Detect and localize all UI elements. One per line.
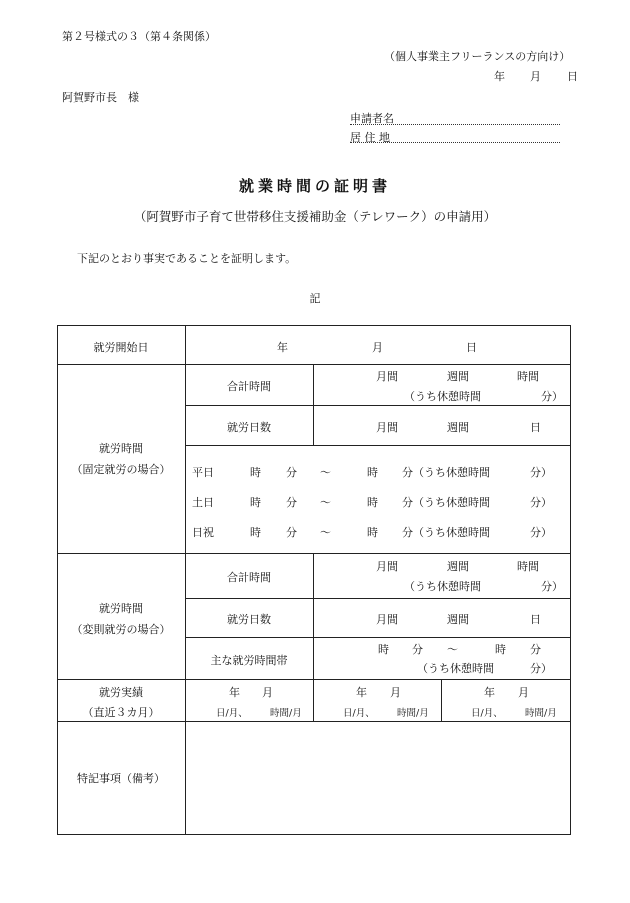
page-subtitle: （阿賀野市子育て世帯移住支援補助金（テレワーク）の申請用） bbox=[133, 209, 497, 224]
applicant-name-line[interactable] bbox=[350, 124, 560, 125]
row-m2: 分 bbox=[402, 496, 413, 509]
form-number: 第２号様式の３（第４条関係） bbox=[62, 30, 216, 43]
fixed-total-break-min: 分） bbox=[541, 390, 563, 403]
record-hours: 時間/月 bbox=[397, 708, 429, 719]
date-year: 年 bbox=[494, 70, 505, 83]
record-year: 年 bbox=[229, 686, 240, 699]
intro-text: 下記のとおり事実であることを証明します。 bbox=[77, 252, 297, 265]
record-month: 月 bbox=[262, 686, 273, 699]
row-tilde: ～ bbox=[320, 526, 331, 539]
fixed-days-field[interactable] bbox=[314, 406, 570, 445]
address-label: 居 住 地 bbox=[350, 131, 390, 144]
record-days: 日/月、 bbox=[216, 708, 248, 719]
row-break-min: 分） bbox=[530, 496, 552, 509]
address-line[interactable] bbox=[350, 142, 560, 143]
fixed-total-label: 合計時間 bbox=[227, 380, 271, 393]
fixed-total-field[interactable] bbox=[314, 365, 570, 405]
remarks-label: 特記事項（備考） bbox=[77, 772, 165, 785]
row-day: 日祝 bbox=[192, 526, 214, 539]
row-h2: 時 bbox=[367, 526, 378, 539]
row-break-min: 分） bbox=[530, 466, 552, 479]
row-break-min: 分） bbox=[530, 526, 552, 539]
fixed-days-monthly: 月間 bbox=[376, 421, 398, 434]
variable-main-label: 主な就労時間帯 bbox=[210, 654, 288, 667]
addressee: 阿賀野市長 様 bbox=[62, 91, 139, 104]
variable-days-field[interactable] bbox=[314, 599, 570, 637]
row-tilde: ～ bbox=[320, 466, 331, 479]
variable-sublabel: （変則就労の場合） bbox=[71, 623, 171, 636]
row-h2: 時 bbox=[367, 496, 378, 509]
page-title: 就業時間の証明書 bbox=[238, 177, 391, 195]
variable-days-monthly: 月間 bbox=[376, 613, 398, 626]
row-m2: 分 bbox=[402, 526, 413, 539]
record-year: 年 bbox=[356, 686, 367, 699]
variable-label: 就労時間 bbox=[99, 602, 143, 615]
fixed-total-hours: 時間 bbox=[517, 370, 539, 383]
record-days: 日/月、 bbox=[343, 708, 375, 719]
record-sublabel: （直近３カ月） bbox=[82, 706, 160, 719]
variable-total-label: 合計時間 bbox=[227, 571, 271, 584]
variable-days-label: 就労日数 bbox=[227, 613, 271, 626]
record-year: 年 bbox=[484, 686, 495, 699]
row-m1: 分 bbox=[286, 466, 297, 479]
row-m1: 分 bbox=[286, 496, 297, 509]
row-tilde: ～ bbox=[320, 496, 331, 509]
fixed-label: 就労時間 bbox=[99, 442, 143, 455]
fixed-days-unit: 日 bbox=[530, 421, 541, 434]
variable-main-h2: 時 bbox=[495, 643, 506, 656]
applicant-label: 申請者名 bbox=[350, 112, 394, 125]
variable-main-tilde: ～ bbox=[447, 643, 458, 656]
start-date-month: 月 bbox=[372, 341, 383, 354]
record-hours: 時間/月 bbox=[270, 708, 302, 719]
variable-main-h1: 時 bbox=[378, 643, 389, 656]
variable-main-m2: 分 bbox=[530, 643, 541, 656]
variable-total-break-min: 分） bbox=[541, 580, 563, 593]
fixed-total-monthly: 月間 bbox=[376, 370, 398, 383]
row-h1: 時 bbox=[250, 496, 261, 509]
record-month: 月 bbox=[390, 686, 401, 699]
row-break: （うち休憩時間 bbox=[413, 526, 490, 539]
start-date-year: 年 bbox=[277, 341, 288, 354]
row-break: （うち休憩時間 bbox=[413, 466, 490, 479]
date-month: 月 bbox=[530, 70, 541, 83]
variable-days-weekly: 週間 bbox=[447, 613, 469, 626]
fixed-days-weekly: 週間 bbox=[447, 421, 469, 434]
variable-main-break: （うち休憩時間 bbox=[417, 662, 494, 675]
target-note: （個人事業主フリーランスの方向け） bbox=[384, 50, 571, 63]
row-day: 土日 bbox=[192, 496, 214, 509]
variable-total-hours: 時間 bbox=[517, 560, 539, 573]
variable-main-break-min: 分） bbox=[530, 662, 552, 675]
variable-total-break: （うち休憩時間 bbox=[404, 580, 481, 593]
row-break: （うち休憩時間 bbox=[413, 496, 490, 509]
record-hours: 時間/月 bbox=[525, 708, 557, 719]
record-label: 就労実績 bbox=[99, 686, 143, 699]
date-day: 日 bbox=[567, 70, 578, 83]
fixed-sublabel: （固定就労の場合） bbox=[71, 463, 171, 476]
fixed-total-break: （うち休憩時間 bbox=[404, 390, 481, 403]
record-days: 日/月、 bbox=[471, 708, 503, 719]
variable-main-m1: 分 bbox=[412, 643, 423, 656]
variable-total-field[interactable] bbox=[314, 554, 570, 598]
remarks-field[interactable] bbox=[186, 722, 570, 834]
variable-days-unit: 日 bbox=[530, 613, 541, 626]
fixed-total-weekly: 週間 bbox=[447, 370, 469, 383]
row-h2: 時 bbox=[367, 466, 378, 479]
start-date-field[interactable] bbox=[186, 326, 570, 364]
row-m2: 分 bbox=[402, 466, 413, 479]
row-h1: 時 bbox=[250, 466, 261, 479]
row-m1: 分 bbox=[286, 526, 297, 539]
fixed-days-label: 就労日数 bbox=[227, 421, 271, 434]
variable-main-field[interactable] bbox=[314, 638, 570, 679]
record-month: 月 bbox=[518, 686, 529, 699]
variable-total-weekly: 週間 bbox=[447, 560, 469, 573]
variable-total-monthly: 月間 bbox=[376, 560, 398, 573]
row-day: 平日 bbox=[192, 466, 214, 479]
start-date-label: 就労開始日 bbox=[93, 341, 149, 354]
row-h1: 時 bbox=[250, 526, 261, 539]
start-date-day: 日 bbox=[466, 341, 477, 354]
ki-heading: 記 bbox=[309, 292, 321, 305]
